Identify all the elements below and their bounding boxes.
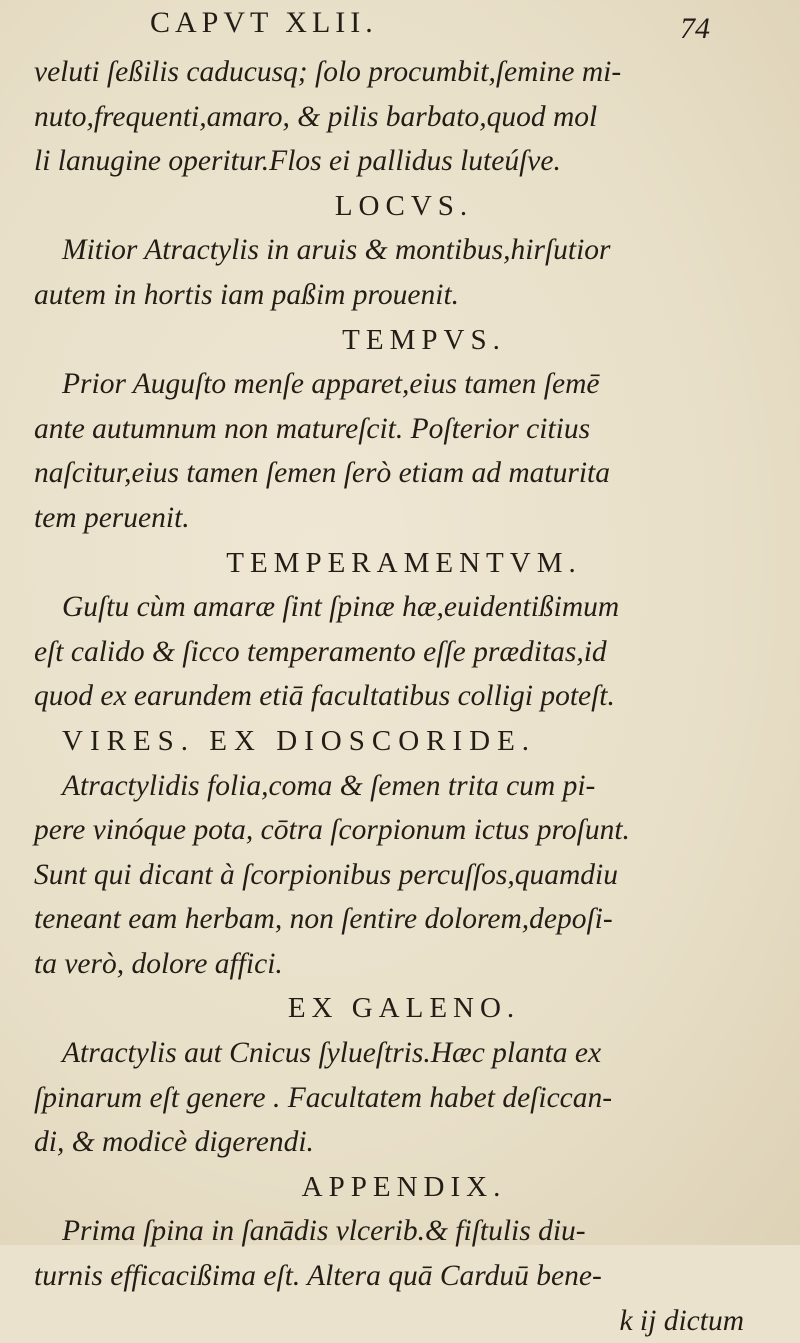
section-heading: LOCVS. <box>334 189 474 222</box>
text-line: ante autumnum non matureſcit. Poſterior citius <box>34 412 591 445</box>
signature-catchword-line: k ij dictum <box>619 1304 744 1337</box>
text-line: Sunt qui dicant à ſcorpionibus percuſſos,quamdiu <box>34 858 618 891</box>
section-heading: APPENDIX. <box>301 1170 507 1203</box>
paragraph-first-line: Prior Auguſto menſe apparet,eius tamen ſemē <box>62 368 600 401</box>
text-line: turnis efficacißima eſt. Altera quā Carduū bene- <box>34 1260 602 1293</box>
section-heading: VIRES. EX DIOSCORIDE. <box>62 724 537 757</box>
paragraph-first-line: Prima ſpina in ſanādis vlcerib.& fiſtulis diu- <box>62 1215 586 1248</box>
section-heading: TEMPERAMENTVM. <box>226 546 582 579</box>
text-line: veluti ſeßilis caducusq; ſolo procumbit,ſemine mi- <box>34 56 622 88</box>
text-line: naſcitur,eius tamen ſemen ſerò etiam ad maturita <box>34 457 610 490</box>
text-line: pere vinóque pota, cōtra ſcorpionum ictus proſunt. <box>34 814 630 847</box>
running-head: CAPVT XLII. <box>150 6 378 39</box>
page-number: 74 <box>680 12 710 45</box>
paragraph-first-line: Mitior Atractylis in aruis & montibus,hirſutior <box>62 234 611 267</box>
text-block <box>34 50 774 1343</box>
text-line: eſt calido & ſicco temperamento eſſe præditas,id <box>34 635 607 668</box>
text-line: teneant eam herbam, non ſentire dolorem,depoſi- <box>34 903 613 936</box>
paragraph-first-line: Guſtu cùm amaræ ſint ſpinæ hæ,euidentißimum <box>62 591 620 624</box>
text-line: nuto,frequenti,amaro, & pilis barbato,quod mol <box>34 100 598 133</box>
section-heading: EX GALENO. <box>287 992 521 1025</box>
text-line: tem peruenit. <box>34 501 190 534</box>
text-line: ta verò, dolore affici. <box>34 947 283 980</box>
text-line: di, & modicè digerendi. <box>34 1126 314 1159</box>
page-header <box>150 6 710 46</box>
paragraph-first-line: Atractylidis folia,coma & ſemen trita cum pi- <box>62 769 596 802</box>
paragraph-first-line: Atractylis aut Cnicus ſylueſtris.Hæc planta ex <box>62 1037 602 1070</box>
section-heading: TEMPVS. <box>342 323 506 356</box>
text-line: ſpinarum eſt genere . Facultatem habet deſiccan- <box>34 1081 613 1114</box>
text-line: quod ex earundem etiā facultatibus colligi poteſt. <box>34 680 615 713</box>
text-line: li lanugine operitur.Flos ei pallidus luteúſve. <box>34 145 561 178</box>
text-line: autem in hortis iam paßim prouenit. <box>34 278 460 311</box>
